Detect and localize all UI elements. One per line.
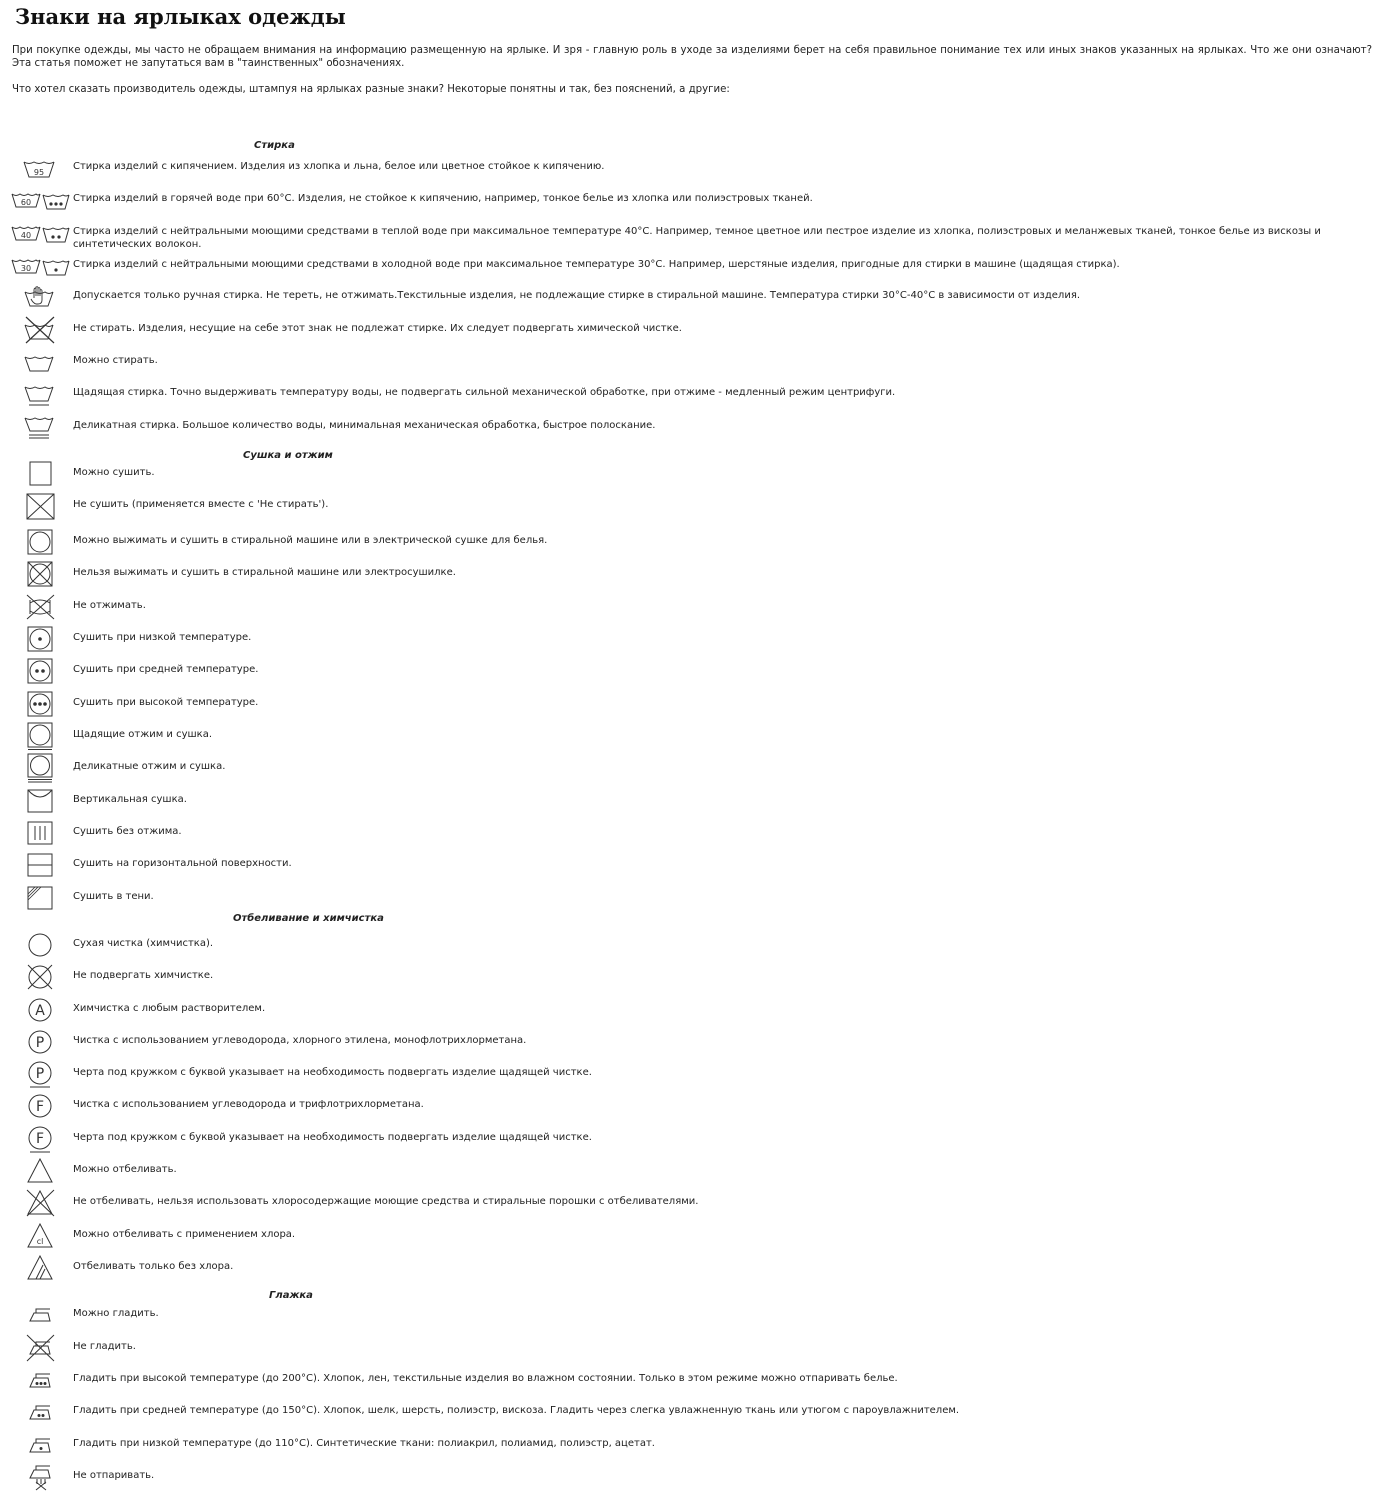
symbol-row [0, 499, 1380, 510]
symbol-row [0, 1035, 1380, 1051]
non-chlorine-bleach-icon [10, 1253, 70, 1283]
do-not-wring-icon [10, 592, 70, 622]
symbol-row [0, 697, 1380, 708]
line-dry-icon [10, 786, 70, 816]
do-not-dry-clean-icon [10, 962, 70, 992]
dry-clean-f-icon [10, 1091, 70, 1121]
symbol-description: Стирка изделий в горячей воде при 60°C. Изделия, не стойкое к кипячению, например, тонкое белье из хлопка или полиэстровых тканей. [73, 193, 813, 204]
symbol-row [0, 1438, 1380, 1449]
gentle-wash-icon [10, 379, 70, 409]
washable-icon [10, 347, 70, 377]
symbol-row [0, 1066, 1380, 1082]
iron-low-icon [10, 1430, 70, 1460]
wash-40-icon [10, 218, 70, 248]
section-heading-ironing: Глажка [269, 1290, 313, 1301]
symbol-row [0, 323, 1380, 334]
symbol-description: Сушить на горизонтальной поверхности. [73, 858, 292, 869]
symbol-row [0, 467, 1380, 478]
delicate-wash-icon [10, 412, 70, 442]
symbol-description: Сушить в тени. [73, 891, 154, 902]
symbol-description: Не отжимать. [73, 600, 146, 611]
do-not-iron-icon [10, 1333, 70, 1363]
symbol-description: Чистка с использованием углеводорода и трифлотрихлорметана. [73, 1099, 424, 1110]
wash-60-icon [10, 185, 70, 215]
intro-paragraph-2: Что хотел сказать производитель одежды, штампуя на ярлыках разные знаки? Некоторые понятны и так, без пояснений, а другие: [12, 84, 730, 95]
symbol-row [0, 1131, 1380, 1147]
wash-40-number: 40 [20, 231, 32, 240]
tumble-dry-icon [10, 527, 70, 557]
symbol-description: Гладить при высокой температуре (до 200°C). Хлопок, лен, текстильные изделия во влажном состоянии. Только в этом режиме можно отпаривать белье. [73, 1373, 898, 1384]
symbol-description: Можно стирать. [73, 355, 158, 366]
letter-f: F [35, 1131, 45, 1147]
symbol-description: Химчистка с любым растворителем. [73, 1003, 266, 1014]
symbol-row [0, 259, 1380, 273]
letter-f: F [35, 1099, 45, 1115]
gentle-tumble-dry-icon [10, 721, 70, 751]
symbol-row [0, 600, 1380, 611]
dry-clean-f-gentle-icon [10, 1124, 70, 1154]
dry-flat-icon [10, 850, 70, 880]
section-heading-drying: Сушка и отжим [243, 450, 333, 461]
symbol-description: Гладить при низкой температуре (до 110°C). Синтетические ткани: полиакрил, полиамид, полиэстр, ацетат. [73, 1438, 655, 1449]
symbol-row [0, 970, 1380, 981]
symbol-row [0, 420, 1380, 431]
letter-p: P [35, 1066, 45, 1082]
symbol-description: Щадящие отжим и сушка. [73, 729, 213, 740]
symbol-row [0, 387, 1380, 398]
symbol-row [0, 794, 1380, 805]
symbol-row [0, 1373, 1380, 1384]
symbol-description: Щадящая стирка. Точно выдерживать температуру воды, не подвергать сильной механической обработке, при отжиме - медленный режим центрифуги. [73, 387, 896, 398]
no-steam-icon [10, 1462, 70, 1492]
do-not-wash-icon [10, 315, 70, 345]
symbol-description: Можно отбеливать. [73, 1164, 177, 1175]
symbol-description: Сушить при средней температуре. [73, 664, 259, 675]
iron-high-icon [10, 1365, 70, 1395]
wash-30-icon [10, 251, 70, 281]
do-not-tumble-dry-icon [10, 559, 70, 589]
dry-icon [10, 459, 70, 489]
symbol-description: Деликатные отжим и сушка. [73, 761, 226, 772]
symbol-row [0, 1405, 1380, 1416]
symbol-row [0, 938, 1380, 949]
symbol-description: Стирка изделий с нейтральными моющими средствами в теплой воде при максимальное температуре 40°C. Например, темное цветное или пестрое изделие из хлопка, полиэстровых и меланжевых тканей, тонкое белье из вискозы и синтетических волокон. [73, 226, 1321, 250]
section-heading-washing: Стирка [254, 140, 295, 151]
symbol-description: Не подвергать химчистке. [73, 970, 214, 981]
symbol-description: Сушить без отжима. [73, 826, 182, 837]
symbol-row [0, 632, 1380, 643]
symbol-description: Отбеливать только без хлора. [73, 1261, 234, 1272]
wash-30-number: 30 [20, 264, 32, 273]
iron-icon [10, 1300, 70, 1330]
symbol-description: Допускается только ручная стирка. Не тереть, не отжимать.Текстильные изделия, не подлежащие стирке в стиральной машине. Температура стирки 30°C-40°C в зависимости от изделия. [73, 290, 1081, 301]
symbol-description: Стирка изделий с кипячением. Изделия из хлопка и льна, белое или цветное стойкое к кипячению. [73, 161, 605, 172]
iron-medium-icon [10, 1397, 70, 1427]
intro-paragraph: При покупке одежды, мы часто не обращаем внимания на информацию размещенную на ярлыке. И зря - главную роль в уходе за изделиями берет на себя правильное понимание тех или иных знаков указанных на ярлыках. Что же они означают? Эта статья поможет не запутаться вам в "таинственных" обозначениях. [12, 45, 1372, 69]
drip-dry-icon [10, 818, 70, 848]
symbol-description: Сушить при низкой температуре. [73, 632, 252, 643]
symbol-row [0, 1308, 1380, 1319]
dry-clean-a-icon [10, 995, 70, 1025]
dry-clean-p-icon [10, 1027, 70, 1057]
symbol-row [0, 826, 1380, 837]
symbol-description: Вертикальная сушка. [73, 794, 187, 805]
letter-a: A [35, 1003, 45, 1019]
symbol-row [0, 1470, 1380, 1481]
symbol-row [0, 1164, 1380, 1175]
symbol-description: Можно сушить. [73, 467, 155, 478]
symbol-description: Не стирать. Изделия, несущие на себе этот знак не подлежат стирке. Их следует подвергать химической чистке. [73, 323, 682, 334]
symbol-row [0, 1341, 1380, 1352]
symbol-row [0, 729, 1380, 740]
symbol-description: Не отпаривать. [73, 1470, 155, 1481]
symbol-row [0, 226, 1380, 250]
symbol-row [0, 161, 1380, 177]
tumble-dry-medium-icon [10, 656, 70, 686]
dry-clean-icon [10, 930, 70, 960]
wash-60-number: 60 [20, 198, 32, 207]
symbol-row [0, 1229, 1380, 1246]
delicate-tumble-dry-icon [10, 753, 70, 783]
bleach-icon [10, 1156, 70, 1186]
do-not-dry-icon [10, 491, 70, 521]
symbol-row [0, 1003, 1380, 1019]
symbol-row [0, 1196, 1380, 1207]
symbol-row [0, 858, 1380, 869]
symbol-description: Сушить при высокой температуре. [73, 697, 259, 708]
symbol-description: Не отбеливать, нельзя использовать хлоросодержащие моющие средства и стиральные порошки с отбеливателями. [73, 1196, 699, 1207]
symbol-description: Можно отбеливать с применением хлора. [73, 1229, 296, 1240]
symbol-row [0, 535, 1380, 546]
symbol-row [0, 567, 1380, 578]
hand-wash-icon [10, 282, 70, 312]
symbol-description: Не сушить (применяется вместе с 'Не стирать'). [73, 499, 329, 510]
symbol-description: Деликатная стирка. Большое количество воды, минимальная механическая обработка, быстрое полоскание. [73, 420, 656, 431]
symbol-description: Можно выжимать и сушить в стиральной машине или в электрической сушке для белья. [73, 535, 548, 546]
symbol-description: Можно гладить. [73, 1308, 159, 1319]
symbol-description: Черта под кружком с буквой указывает на необходимость подвергать изделие щадящей чистке. [73, 1067, 592, 1078]
symbol-row [0, 193, 1380, 207]
symbol-description: Черта под кружком с буквой указывает на необходимость подвергать изделие щадящей чистке. [73, 1132, 592, 1143]
symbol-row [0, 290, 1380, 301]
symbol-row [0, 355, 1380, 366]
symbol-row [0, 761, 1380, 772]
section-heading-bleaching: Отбеливание и химчистка [233, 913, 384, 924]
letter-p: P [35, 1035, 45, 1051]
symbol-description: Стирка изделий с нейтральными моющими средствами в холодной воде при максимальное температуре 30°C. Например, шерстяные изделия, пригодные для стирки в машине (щадящая стирка). [73, 259, 1120, 270]
dry-in-shade-icon [10, 883, 70, 913]
symbol-row [0, 1261, 1380, 1272]
tumble-dry-low-icon [10, 624, 70, 654]
wash-95-number: 95 [33, 168, 45, 177]
do-not-bleach-icon [10, 1188, 70, 1218]
symbol-description: Не гладить. [73, 1341, 136, 1352]
symbol-description: Гладить при средней температуре (до 150°C). Хлопок, шелк, шерсть, полиэстр, вискоза. Гладить через слегка увлажненную ткань или утюгом с пароувлажнителем. [73, 1405, 960, 1416]
symbol-row [0, 891, 1380, 902]
symbol-row [0, 664, 1380, 675]
chlorine-bleach-icon [10, 1221, 70, 1251]
symbol-description: Нельзя выжимать и сушить в стиральной машине или электросушилке. [73, 567, 456, 578]
symbol-row [0, 1099, 1380, 1115]
symbol-description: Чистка с использованием углеводорода, хлорного этилена, монофлотрихлорметана. [73, 1035, 527, 1046]
page-title: Знаки на ярлыках одежды [15, 4, 346, 29]
tumble-dry-high-icon [10, 689, 70, 719]
letters-cl: cl [36, 1237, 44, 1246]
dry-clean-p-gentle-icon [10, 1059, 70, 1089]
symbol-description: Сухая чистка (химчистка). [73, 938, 214, 949]
wash-95-icon [10, 153, 70, 183]
